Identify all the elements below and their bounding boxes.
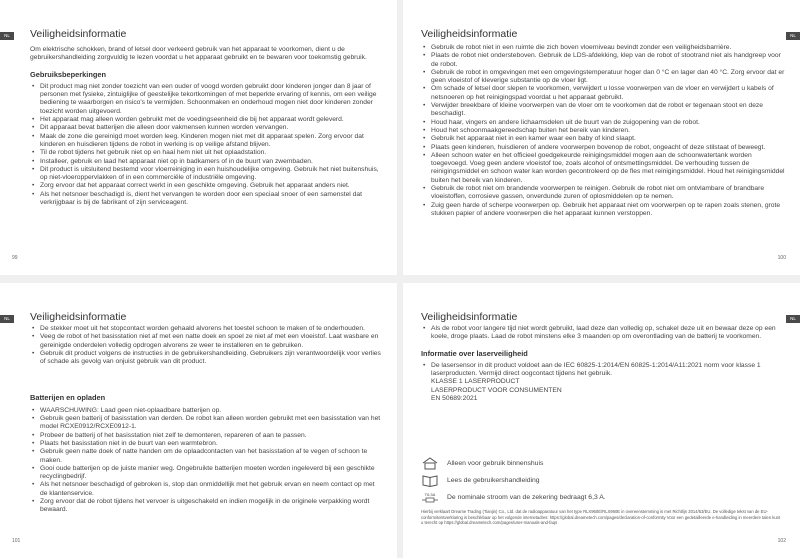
list-item: • Zuig geen harde of scherpe voorwerpen op. Gebruik het apparaat niet om voorwerpen op te rapen zoals stenen, grote stukken papier of andere voorwerpen die het apparaat kunnen verstoppen. (431, 202, 786, 219)
laser-class-line: KLASSE 1 LASERPRODUCT (431, 378, 520, 386)
laser-consumer-line: LASERPRODUCT VOOR CONSUMENTEN (431, 386, 562, 394)
intro-paragraph: Om elektrische schokken, brand of letsel door verkeerd gebruik van het apparaat te voorkomen, dient u de gebruikershandleiding zorgvuldig te lezen voordat u het apparaat gebruikt en te bewaren voor toekomstig gebruik. (30, 46, 367, 62)
list-item: • Plaats het basisstation niet in de buurt van een warmtebron. (40, 440, 382, 448)
manual-icon (421, 474, 439, 488)
list-item: • Dit product is uitsluitend bestemd voor vloerreiniging in een huishoudelijke omgeving. Gebruik het niet buitenshuis, op niet-vloeroppervlakken of in een commerciële of industriële omgeving. (40, 166, 382, 183)
laser-standard-line: EN 50689:2021 (431, 395, 478, 403)
list-item: • Als het netsnoer beschadigd of gebroken is, stop dan onmiddellijk met het gebruik ervan en neem contact op met de klantenservice. (40, 481, 382, 498)
page-title: Veiligheidsinformatie (421, 311, 518, 323)
list-item: • Houd het schoonmaakgereedschap buiten het bereik van kinderen. (431, 127, 786, 135)
symbol-legend (421, 455, 781, 506)
safety-list (421, 325, 786, 342)
list-item: • Installeer, gebruik en laad het apparaat niet op in badkamers of in de buurt van zwembaden. (40, 158, 382, 166)
page-content (30, 325, 382, 515)
page-title: Veiligheidsinformatie (30, 28, 127, 40)
page-number: 102 (777, 538, 786, 544)
language-tab: NL (0, 315, 14, 323)
section-heading: Informatie over laserveiligheid (421, 348, 528, 358)
list-item: • Dit product mag niet zonder toezicht van een ouder of voogd worden gebruikt door kinderen jonger dan 8 jaar of personen met fysieke, zintuiglijke of geestelijke tekortkomingen of met beperkte ervaring of kennis, om een veilige bediening te waarborgen en risico's te vermijden. Schoonmaken en onderhoud mogen niet door kinderen zonder toezicht worden uitgevoerd. (40, 83, 382, 116)
list-item: • Als de robot voor langere tijd niet wordt gebruikt, laad deze dan volledig op, schakel deze uit en bewaar deze op een koele, droge plaats. Laad de robot minstens elke 3 maanden op om overontlading van de batterij te voorkomen. (431, 325, 786, 342)
list-item: • Het apparaat mag alleen worden gebruikt met de voedingseenheid die bij het apparaat wordt geleverd. (40, 116, 382, 124)
page-number: 99 (12, 255, 18, 261)
house-icon (421, 457, 439, 471)
list-item: • Gooi oude batterijen op de juiste manier weg. Ongebruikte batterijen moeten worden ingeleverd bij een geschikte recyclingbedrijf. (40, 465, 382, 482)
page-100 (403, 0, 800, 275)
list-item: • Zorg ervoor dat het apparaat correct werkt in een geschikte omgeving. Gebruik het apparaat anders niet. (40, 182, 382, 190)
list-item: • Gebruik de robot niet om brandende voorwerpen te reinigen. Gebruik de robot niet om ontvlambare of brandbare vloeistoffen, corrosieve gassen, onverdunde zuren of oplosmiddelen op te nemen. (431, 185, 786, 202)
list-item: • Veeg de robot of het basisstation niet af met een natte doek en spoel ze niet af met een vloeistof. Laat wasbare en gereinigde onderdelen volledig opdrogen alvorens ze weer te installeren en te gebruiken. (40, 333, 382, 350)
language-tab: NL (786, 315, 800, 323)
list-item: • Maak de zone die gereinigd moet worden leeg. Kinderen mogen niet met dit apparaat spelen. Zorg ervoor dat kinderen en huisdieren tijdens de robot in werking is op veilige afstand blijven. (40, 133, 382, 150)
section-heading: Batterijen en opladen (30, 393, 106, 403)
symbol-row (421, 489, 781, 506)
declaration-footnote: Hierbij verklaart Dreame Trading (Tianjin) Co., Ltd. dat de radioapparatuur van het type RLX960E/RLX960E in overeenstemming is met Richtlijn 2014/53/EU. De volledige tekst van de EU-conformiteitsverklaring is beschikbaar op het volgende internetadres: https://global.dreametech.com/pages/declaration-of-conformity Voor een gedetailleerde e-handleiding in meerdere talen kunt u terecht op https://global.dreametech.com/pages/user-manuals-and-faqs (421, 509, 781, 526)
list-item: • Als het netsnoer beschadigd is, dient het vervangen te worden door een speciaal snoer of een samenstel dat verkrijgbaar is bij de fabrikant of zijn serviceagent. (40, 191, 382, 208)
page-102 (403, 283, 800, 558)
fuse-icon (421, 491, 439, 505)
list-item: • Alleen schoon water en het officieel goedgekeurde reinigingsmiddel mogen aan de schoonwatertank worden toegevoegd. Voeg geen andere vloeistof toe, zoals alcohol of ontsmettingsmiddel. De verhouding tussen de reinigingsmiddel en schoon water kan worden gecontroleerd op de fles met reinigingsmiddel. Houd het reinigingsmiddel buiten het bereik van kinderen. (431, 152, 786, 185)
symbol-row (421, 455, 781, 472)
language-tab: NL (786, 32, 800, 40)
list-item: • Til de robot tijdens het gebruik niet op en haal hem niet uit het oplaadstation. (40, 149, 382, 157)
fuse-rating: T6,3A (424, 491, 436, 497)
laser-list (421, 362, 786, 379)
list-item: • Om schade of letsel door slepen te voorkomen, verwijdert u losse voorwerpen van de vloer en verwijdert u kabels of netsnoeren op het reinigingspad voordat u het apparaat gebruikt. (431, 85, 786, 102)
list-item: • Gebruik geen natte doek of natte handen om de oplaadcontacten van het basisstation af te vegen of schoon te maken. (40, 448, 382, 465)
page-title: Veiligheidsinformatie (421, 28, 518, 40)
page-title: Veiligheidsinformatie (30, 311, 127, 323)
symbol-text: De nominale stroom van de zekering bedraagt 6,3 A. (447, 494, 606, 501)
section-heading: Gebruiksbeperkingen (30, 69, 106, 79)
safety-list (421, 44, 786, 218)
list-item: • Zorg ervoor dat de robot tijdens het vervoer is uitgeschakeld en indien mogelijk in de originele verpakking wordt bewaard. (40, 498, 382, 515)
language-tab: NL (0, 32, 14, 40)
page-content (421, 325, 786, 403)
safety-list (30, 325, 382, 366)
list-item: • Plaats de robot niet ondersteboven. Gebruik de LDS-afdekking, klep van de robot of stootrand niet als handgreep voor de robot. (431, 52, 786, 69)
list-item: • WAARSCHUWING: Laad geen niet-oplaadbare batterijen op. (40, 407, 382, 415)
list-item: • Dit apparaat bevat batterijen die alleen door vakmensen kunnen worden vervangen. (40, 124, 382, 132)
symbol-text: Lees de gebruikershandleiding (447, 477, 540, 484)
list-item: • De stekker moet uit het stopcontact worden gehaald alvorens het toestel schoon te maken of te onderhouden. (40, 325, 382, 333)
page-101 (0, 283, 397, 558)
page-content (421, 44, 786, 218)
list-item: • Gebruik dit product volgens de instructies in de gebruikershandleiding. Gebruikers zijn verantwoordelijk voor verlies of schade als gevolg van onjuist gebruik van dit product. (40, 350, 382, 367)
page-number: 101 (12, 538, 21, 544)
page-99 (0, 0, 397, 275)
list-item: • Gebruik de robot niet in een ruimte die zich boven vloerniveau bevindt zonder een veiligheidsbarrière. (431, 44, 786, 52)
list-item: • Gebruik de robot in omgevingen met een omgevingstemperatuur hoger dan 0 °C en lager dan 40 °C. Zorg ervoor dat er geen vloeistof of kleverige substantie op de vloer ligt. (431, 69, 786, 86)
list-item: • Probeer de batterij of het basisstation niet zelf te demonteren, repareren of aan te passen. (40, 432, 382, 440)
list-item: • Plaats geen kinderen, huisdieren of andere voorwerpen bovenop de robot, ongeacht of deze stilstaat of beweegt. (431, 144, 786, 152)
list-item: • Gebruik het apparaat niet in een kamer waar een baby of kind slaapt. (431, 135, 786, 143)
list-item: • Gebruik geen batterij of basisstation van derden. De robot kan alleen worden gebruikt met een basisstation van het model RCXE0912/RCXE0912-1. (40, 415, 382, 432)
usage-restrictions-list (30, 83, 382, 207)
battery-list (30, 407, 382, 515)
list-item: • De lasersensor in dit product voldoet aan de IEC 60825-1:2014/EN 60825-1:2014/A11:2021 norm voor klasse 1 laserproducten. Vermijd direct oogcontact tijdens het gebruik. (431, 362, 786, 379)
page-number: 100 (777, 255, 786, 261)
symbol-text: Alleen voor gebruik binnenshuis (447, 460, 544, 467)
list-item: • Verwijder breekbare of kleine voorwerpen van de vloer om te voorkomen dat de robot er tegenaan stoot en deze beschadigt. (431, 102, 786, 119)
page-content (30, 46, 382, 207)
symbol-row (421, 472, 781, 489)
list-item: • Houd haar, vingers en andere lichaamsdelen uit de buurt van de zuigopening van de robot. (431, 119, 786, 127)
